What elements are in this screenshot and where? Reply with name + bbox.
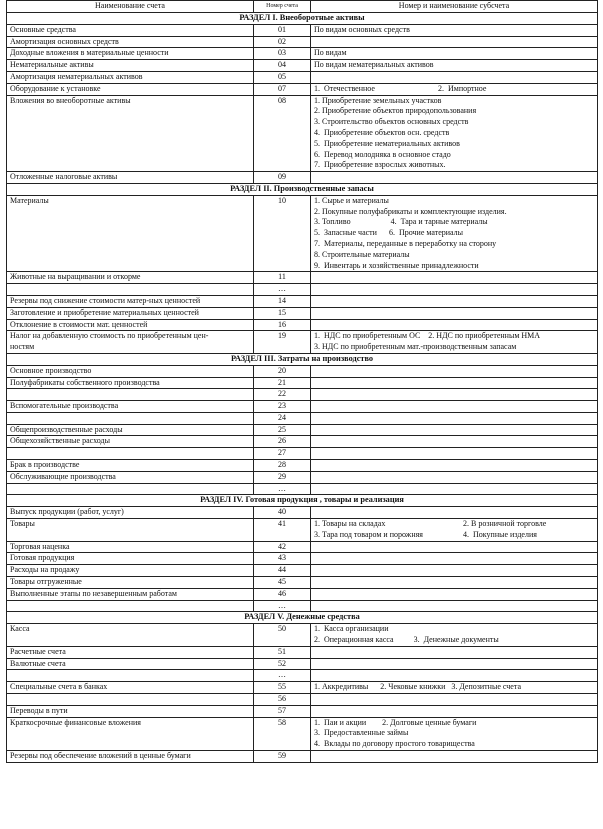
subaccount-line: 7. Материалы, переданные в переработку на сторону: [314, 238, 497, 248]
subaccount-line: 1. Приобретение земельных участков: [314, 95, 442, 105]
page: [6, 0, 597, 763]
account-name: Отклонение в стоимости мат. ценностей: [7, 319, 254, 331]
section-title: РАЗДЕЛ V. Денежные средства: [7, 612, 598, 624]
account-number: 40: [254, 507, 311, 519]
table-header-row: [7, 1, 598, 13]
account-number: 20: [254, 365, 311, 377]
table-row: [7, 71, 598, 83]
table-row: [7, 682, 598, 694]
subaccount-cell: [311, 751, 598, 763]
account-name: Общепроизводственные расходы: [7, 424, 254, 436]
account-number: 59: [254, 751, 311, 763]
subaccount-cell: [311, 624, 598, 647]
table-row: [7, 24, 598, 36]
account-name: Материалы: [7, 195, 254, 272]
subaccount-line: 3. Топливо 4. Тара и тарные материалы: [314, 217, 488, 227]
account-name: Специальные счета в банках: [7, 682, 254, 694]
account-number: …: [254, 284, 311, 296]
account-name: Краткосрочные финансовые вложения: [7, 717, 254, 750]
subaccount-cell: [311, 331, 598, 354]
subaccount-line: 2. Операционная касса 3. Денежные документы: [314, 635, 499, 645]
subaccount-pair: [314, 519, 594, 530]
account-number: 15: [254, 307, 311, 319]
chart-of-accounts-table: [6, 0, 598, 763]
account-number: 43: [254, 553, 311, 565]
subaccount-cell: [311, 588, 598, 600]
table-row: [7, 60, 598, 72]
subaccount-cell: [311, 295, 598, 307]
table-row: [7, 48, 598, 60]
table-row: [7, 319, 598, 331]
section-row: [7, 612, 598, 624]
subaccount-cell: [311, 424, 598, 436]
subaccount-cell: [311, 307, 598, 319]
subaccount-line: 1. Касса организации: [314, 624, 389, 634]
account-number: 52: [254, 658, 311, 670]
table-row: [7, 424, 598, 436]
subaccount-cell: [311, 646, 598, 658]
subaccount-cell: [311, 541, 598, 553]
account-number: 16: [254, 319, 311, 331]
subaccount-cell: [311, 272, 598, 284]
table-row: [7, 272, 598, 284]
account-number: 04: [254, 60, 311, 72]
subaccount-line: По видам основных средств: [314, 24, 410, 34]
subaccount-cell: [311, 519, 598, 542]
table-row: [7, 95, 598, 172]
subaccount-cell: [311, 600, 598, 612]
account-number: 29: [254, 471, 311, 483]
account-number: 44: [254, 565, 311, 577]
account-name: Заготовление и приобретение материальных ценностей: [7, 307, 254, 319]
section-row: [7, 495, 598, 507]
subaccount-cell: [311, 460, 598, 472]
account-name: Основные средства: [7, 24, 254, 36]
account-number: …: [254, 483, 311, 495]
subaccount-cell: [311, 365, 598, 377]
account-name: Готовая продукция: [7, 553, 254, 565]
section-row: [7, 183, 598, 195]
account-name: Товары отгруженные: [7, 577, 254, 589]
account-number: 58: [254, 717, 311, 750]
table-row: [7, 295, 598, 307]
subaccount-line: 2. Приобретение объектов природопользования: [314, 106, 477, 116]
account-name: Полуфабрикаты собственного производства: [7, 377, 254, 389]
subaccount-cell: [311, 284, 598, 296]
subaccount-cell: [311, 71, 598, 83]
subaccount-cell: [311, 553, 598, 565]
subaccount-cell: [311, 670, 598, 682]
account-number: 46: [254, 588, 311, 600]
account-name: Оборудование к установке: [7, 83, 254, 95]
table-row: [7, 172, 598, 184]
account-name-line: Налог на добавленную стоимость по приобретенным цен-: [10, 331, 209, 341]
subaccount-cell: [311, 577, 598, 589]
subaccount-line: 4. Покупные изделия: [463, 529, 537, 539]
subaccount-cell: [311, 319, 598, 331]
account-name: Торговая наценка: [7, 541, 254, 553]
account-name: Расходы на продажу: [7, 565, 254, 577]
account-number: 08: [254, 95, 311, 172]
account-name: Касса: [7, 624, 254, 647]
subaccount-line: 6. Перевод молодняка в основное стадо: [314, 149, 451, 159]
account-name: Резервы под обеспечение вложений в ценные бумаги: [7, 751, 254, 763]
account-name: Товары: [7, 519, 254, 542]
account-name: Общехозяйственные расходы: [7, 436, 254, 448]
table-row: [7, 577, 598, 589]
table-row: [7, 705, 598, 717]
table-row: [7, 448, 598, 460]
subaccount-line: 1. Отечественное: [314, 83, 375, 93]
subaccount-line: 5. Запасные части 6. Прочие материалы: [314, 228, 464, 238]
table-row: [7, 519, 598, 542]
subaccount-cell: [311, 412, 598, 424]
account-name: [7, 412, 254, 424]
account-name: Нематериальные активы: [7, 60, 254, 72]
table-row: [7, 331, 598, 354]
account-number: 57: [254, 705, 311, 717]
account-number: 27: [254, 448, 311, 460]
account-number: 07: [254, 83, 311, 95]
account-number: 23: [254, 401, 311, 413]
subaccount-line: 4. Приобретение объектов осн. средств: [314, 127, 450, 137]
subaccount-cell: [311, 60, 598, 72]
subaccount-line: 4. Вклады по договору простого товарищества: [314, 739, 475, 749]
table-row: [7, 83, 598, 95]
subaccount-cell: [311, 83, 598, 95]
header-subaccount: Номер и наименование субсчета: [311, 1, 598, 13]
table-row: [7, 541, 598, 553]
account-number: 02: [254, 36, 311, 48]
section-title: РАЗДЕЛ III. Затраты на производство: [7, 353, 598, 365]
subaccount-line: 3. Строительство объектов основных средств: [314, 117, 469, 127]
table-row: [7, 670, 598, 682]
subaccount-cell: [311, 389, 598, 401]
subaccount-cell: [311, 48, 598, 60]
account-number: 42: [254, 541, 311, 553]
account-number: 21: [254, 377, 311, 389]
subaccount-cell: [311, 705, 598, 717]
table-row: [7, 471, 598, 483]
account-name: Обслуживающие производства: [7, 471, 254, 483]
account-name: Отложенные налоговые активы: [7, 172, 254, 184]
subaccount-line: 8. Строительные материалы: [314, 249, 410, 259]
table-row: [7, 694, 598, 706]
subaccount-line: 3. Тара под товаром и порожняя: [314, 529, 423, 539]
table-row: [7, 36, 598, 48]
subaccount-cell: [311, 717, 598, 750]
account-number: 01: [254, 24, 311, 36]
table-row: [7, 646, 598, 658]
table-row: [7, 460, 598, 472]
subaccount-line: 3. Предоставленные займы: [314, 728, 409, 738]
subaccount-line: По видам: [314, 48, 347, 58]
account-name: [7, 389, 254, 401]
account-name: Брак в производстве: [7, 460, 254, 472]
account-name: Расчетные счета: [7, 646, 254, 658]
account-number: …: [254, 670, 311, 682]
subaccount-line: 1. Сырье и материалы: [314, 195, 389, 205]
header-account-name: Наименование счета: [7, 1, 254, 13]
subaccount-cell: [311, 401, 598, 413]
section-title: РАЗДЕЛ I. Внеоборотные активы: [7, 13, 598, 25]
account-name: Животные на выращивании и откорме: [7, 272, 254, 284]
account-name: Переводы в пути: [7, 705, 254, 717]
section-title: РАЗДЕЛ II. Производственные запасы: [7, 183, 598, 195]
subaccount-line: 2. Покупные полуфабрикаты и комплектующие изделия.: [314, 206, 507, 216]
account-name: Основное производство: [7, 365, 254, 377]
account-name: [7, 600, 254, 612]
subaccount-line: 1. Паи и акции 2. Долговые ценные бумаги: [314, 717, 477, 727]
account-number: 11: [254, 272, 311, 284]
account-number: 28: [254, 460, 311, 472]
table-row: [7, 658, 598, 670]
account-number: 05: [254, 71, 311, 83]
account-name: [7, 448, 254, 460]
account-name: [7, 670, 254, 682]
subaccount-cell: [311, 436, 598, 448]
subaccount-cell: [311, 195, 598, 272]
subaccount-cell: [311, 658, 598, 670]
account-number: 26: [254, 436, 311, 448]
subaccount-pair: [314, 530, 594, 541]
account-name: [7, 694, 254, 706]
subaccount-cell: [311, 36, 598, 48]
account-name: Амортизация основных средств: [7, 36, 254, 48]
account-number: 50: [254, 624, 311, 647]
account-name: Вложения во внеоборотные активы: [7, 95, 254, 172]
account-number: 14: [254, 295, 311, 307]
account-number: 10: [254, 195, 311, 272]
account-name-line: ностям: [10, 342, 35, 352]
table-row: [7, 507, 598, 519]
table-row: [7, 553, 598, 565]
account-name: Выпуск продукции (работ, услуг): [7, 507, 254, 519]
table-row: [7, 284, 598, 296]
subaccount-cell: [311, 471, 598, 483]
account-number: …: [254, 600, 311, 612]
table-body: [7, 13, 598, 763]
table-row: [7, 565, 598, 577]
account-number: 09: [254, 172, 311, 184]
account-name: Амортизация нематериальных активов: [7, 71, 254, 83]
section-title: РАЗДЕЛ IV. Готовая продукция , товары и реализация: [7, 495, 598, 507]
subaccount-line: 1. НДС по приобретенным ОС 2. НДС по приобретенным НМА: [314, 331, 541, 341]
table-row: [7, 624, 598, 647]
subaccount-line: 1. Товары на складах: [314, 519, 386, 529]
account-number: 19: [254, 331, 311, 354]
table-row: [7, 377, 598, 389]
subaccount-cell: [311, 377, 598, 389]
account-number: 03: [254, 48, 311, 60]
subaccount-line: 2. Импортное: [438, 83, 487, 93]
account-name: [7, 483, 254, 495]
table-row: [7, 600, 598, 612]
table-row: [7, 751, 598, 763]
subaccount-cell: [311, 448, 598, 460]
table-row: [7, 389, 598, 401]
account-number: 22: [254, 389, 311, 401]
account-number: 45: [254, 577, 311, 589]
subaccount-cell: [311, 95, 598, 172]
subaccount-pair: [314, 84, 594, 95]
table-row: [7, 365, 598, 377]
subaccount-cell: [311, 24, 598, 36]
account-name: [7, 331, 254, 354]
subaccount-line: 9. Инвентарь и хозяйственные принадлежности: [314, 260, 479, 270]
account-name: Вспомогательные производства: [7, 401, 254, 413]
subaccount-line: 1. Аккредитивы 2. Чековые книжки 3. Депозитные счета: [314, 682, 521, 692]
subaccount-cell: [311, 483, 598, 495]
subaccount-cell: [311, 682, 598, 694]
subaccount-line: 2. В розничной торговле: [463, 519, 547, 529]
account-name: [7, 284, 254, 296]
account-name: Валютные счета: [7, 658, 254, 670]
table-row: [7, 717, 598, 750]
table-row: [7, 436, 598, 448]
table-row: [7, 588, 598, 600]
table-row: [7, 412, 598, 424]
account-number: 55: [254, 682, 311, 694]
section-row: [7, 353, 598, 365]
table-row: [7, 307, 598, 319]
subaccount-cell: [311, 172, 598, 184]
header-account-number: Номер счета: [254, 1, 311, 13]
account-name: Резервы под снижение стоимости матер-ных ценностей: [7, 295, 254, 307]
account-number: 24: [254, 412, 311, 424]
subaccount-line: 7. Приобретение взрослых животных.: [314, 160, 446, 170]
subaccount-line: 3. НДС по приобретенным мат.-производственным запасам: [314, 342, 517, 352]
subaccount-cell: [311, 694, 598, 706]
table-row: [7, 483, 598, 495]
account-number: 51: [254, 646, 311, 658]
account-number: 56: [254, 694, 311, 706]
account-name: Выполненные этапы по незавершенным работам: [7, 588, 254, 600]
subaccount-line: По видам нематериальных активов: [314, 60, 434, 70]
table-row: [7, 401, 598, 413]
subaccount-line: 5. Приобретение нематериальных активов: [314, 138, 460, 148]
subaccount-cell: [311, 507, 598, 519]
account-name: Доходные вложения в материальные ценности: [7, 48, 254, 60]
section-row: [7, 13, 598, 25]
subaccount-cell: [311, 565, 598, 577]
account-number: 25: [254, 424, 311, 436]
account-number: 41: [254, 519, 311, 542]
table-row: [7, 195, 598, 272]
